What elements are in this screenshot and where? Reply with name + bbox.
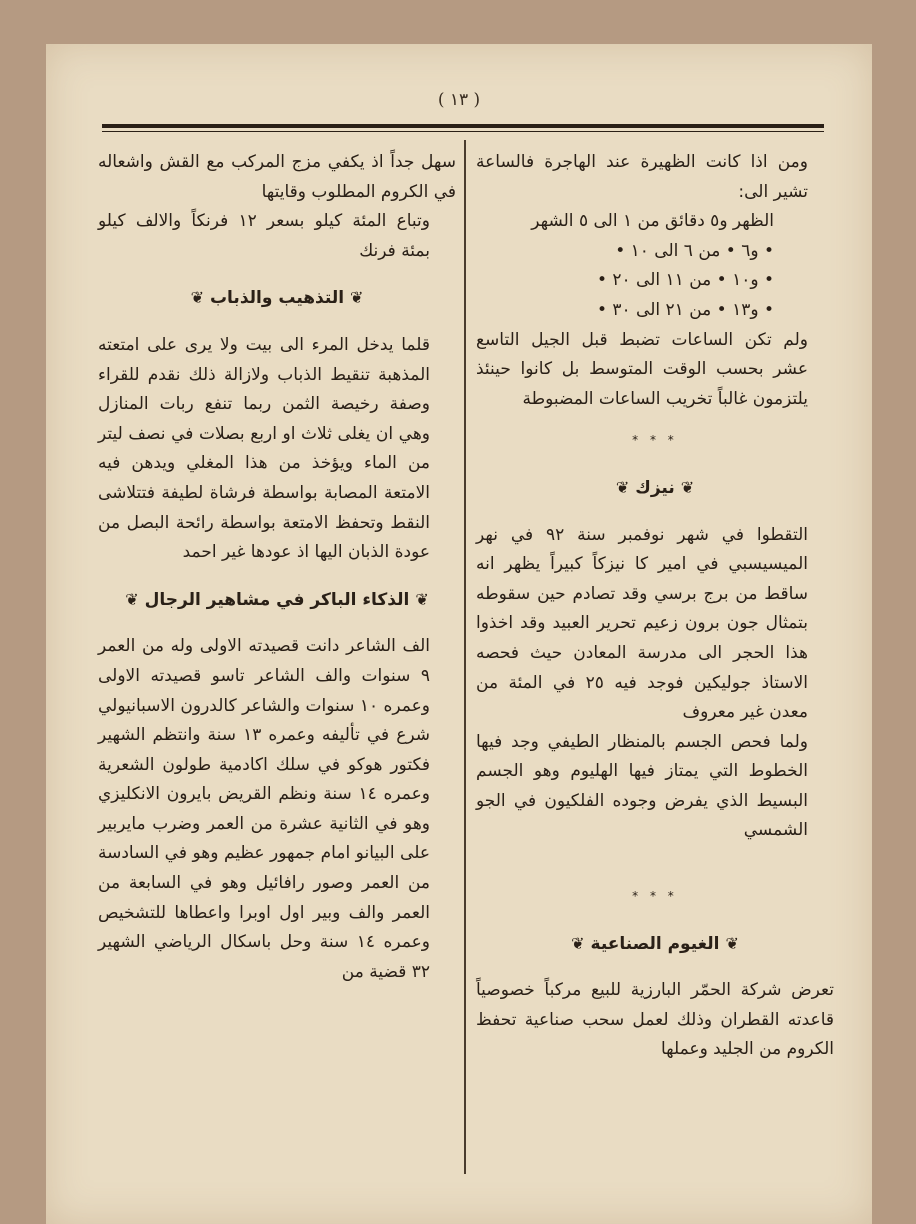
- ornament-icon: ❦: [190, 288, 204, 308]
- paragraph: ولما فحص الجسم بالمنظار الطيفي وجد فيها الخطوط التي يمتاز فيها الهليوم وهو الجسم البسيط الذي يفرض وجوده الفلكيون في الجو الشمسي: [476, 731, 808, 841]
- ornament-icon: ❦: [415, 589, 429, 609]
- schedule-line: الظهر و٥ دقائق من ١ الى ٥ الشهر: [531, 211, 774, 232]
- section-heading: [98, 585, 456, 616]
- schedule-line: • و١٣ • من ٢١ الى ٣٠ •: [596, 299, 774, 320]
- paragraph: وتباع المئة كيلو بسعر ١٢ فرنكاً والالف كيلو بمئة فرنك: [98, 211, 430, 261]
- paragraph: ولم تكن الساعات تضبط قبل الجيل التاسع عشر بحسب الوقت المتوسط بل كانوا حينئذ يلتزمون غالباً تخريب الساعات المضبوطة: [476, 329, 808, 409]
- paragraph: سهل جداً اذ يكفي مزج المركب مع القش واشعاله في الكروم المطلوب وقايتها: [98, 152, 456, 202]
- ornament-icon: ❦: [680, 477, 695, 497]
- section-heading: [476, 473, 834, 504]
- paragraph: قلما يدخل المرء الى بيت ولا يرى على امتعته المذهبة تنقيط الذباب ولازالة ذلك نقدم للقراء وصفة رخيصة الثمن ربما تنفع ربات المنازل وهي ان يغلى ثلاث او اربع بصلات في نصف ليتر من الماء ويؤخذ من هذا المغلي ويدهن فيه الامتعة المصابة بواسطة فرشاة لطيفة فتتلاشى النقط وتحفظ الامتعة بواسطة رائحة البصل من عودة الذبان اليها اذ عودها غير احمد: [98, 334, 430, 563]
- right-column: [476, 148, 834, 1065]
- spacer: [476, 846, 834, 870]
- ornament-icon: ❦: [350, 288, 364, 308]
- paragraph: تعرض شركة الحمّر البارزية للبيع مركباً خصوصياً قاعدته القطران وذلك لعمل سحب صناعية تحفظ الكروم من الجليد وعملها: [476, 980, 834, 1060]
- ornament-icon: ❦: [571, 933, 585, 953]
- column-divider: [464, 140, 466, 1174]
- ornament-icon: ❦: [725, 933, 739, 953]
- section-separator: * * *: [632, 889, 678, 904]
- section-heading-text: التذهيب والذباب: [209, 288, 345, 309]
- document-page: [46, 44, 872, 1224]
- section-heading-text: الذكاء الباكر في مشاهير الرجال: [144, 589, 410, 610]
- section-heading: [98, 283, 456, 314]
- paragraph: ومن اذا كانت الظهيرة عند الهاجرة فالساعة تشير الى:: [476, 152, 808, 202]
- ornament-icon: ❦: [615, 477, 630, 497]
- paragraph: الف الشاعر دانت قصيدته الاولى وله من العمر ٩ سنوات والف الشاعر تاسو قصيدته الاولى وعمره ١٠ سنوات والشاعر كالدرون الاسبانيولي شرع في تأليفه وعمره ١٣ سنة وانتظم الشهير فكتور هوكو في سلك اكادمية طولون الشعرية وعمره ١٤ سنة ونظم القريض بايرون الانكليزي وهو في الثانية عشرة من العمر وضرب مايربير على البيانو امام جمهور عظيم وهو في السادسة من العمر وصور رافائيل وهو في السابعة من العمر والف وبير اول اوبرا واعطاها للتشخيص وعمره ١٤ سنة وحل باسكال الرياضي الشهير ٣٢ قضية من: [98, 636, 430, 982]
- ornament-icon: ❦: [125, 589, 139, 609]
- section-heading-text: الغيوم الصناعية: [590, 933, 720, 954]
- section-heading: [476, 929, 834, 960]
- header-rule-thin: [102, 131, 824, 132]
- paragraph: التقطوا في شهر نوفمبر سنة ٩٢ في نهر الميسيسبي في امير كا نيزكاً كبيراً يظهر انه ساقط من برج برسي وقد تصادم حين سقوطه بتمثال جون برون زعيم تحرير العبيد وقد اخذوا هذا الحجر الى مدرسة المعادن حيث فحصه الاستاذ جوليكين فوجد فيه ٢٥ في المئة من معدن غير معروف: [476, 524, 809, 723]
- page-number: ( ١٣ ): [437, 90, 481, 110]
- section-heading-text: نيزك: [635, 477, 675, 498]
- left-column: [98, 148, 456, 987]
- header-rule-thick: [102, 124, 824, 128]
- section-separator: * * *: [632, 433, 678, 448]
- schedule-line: • و٦ • من ٦ الى ١٠ •: [615, 240, 774, 261]
- schedule-line: • و١٠ • من ١١ الى ٢٠ •: [596, 270, 774, 291]
